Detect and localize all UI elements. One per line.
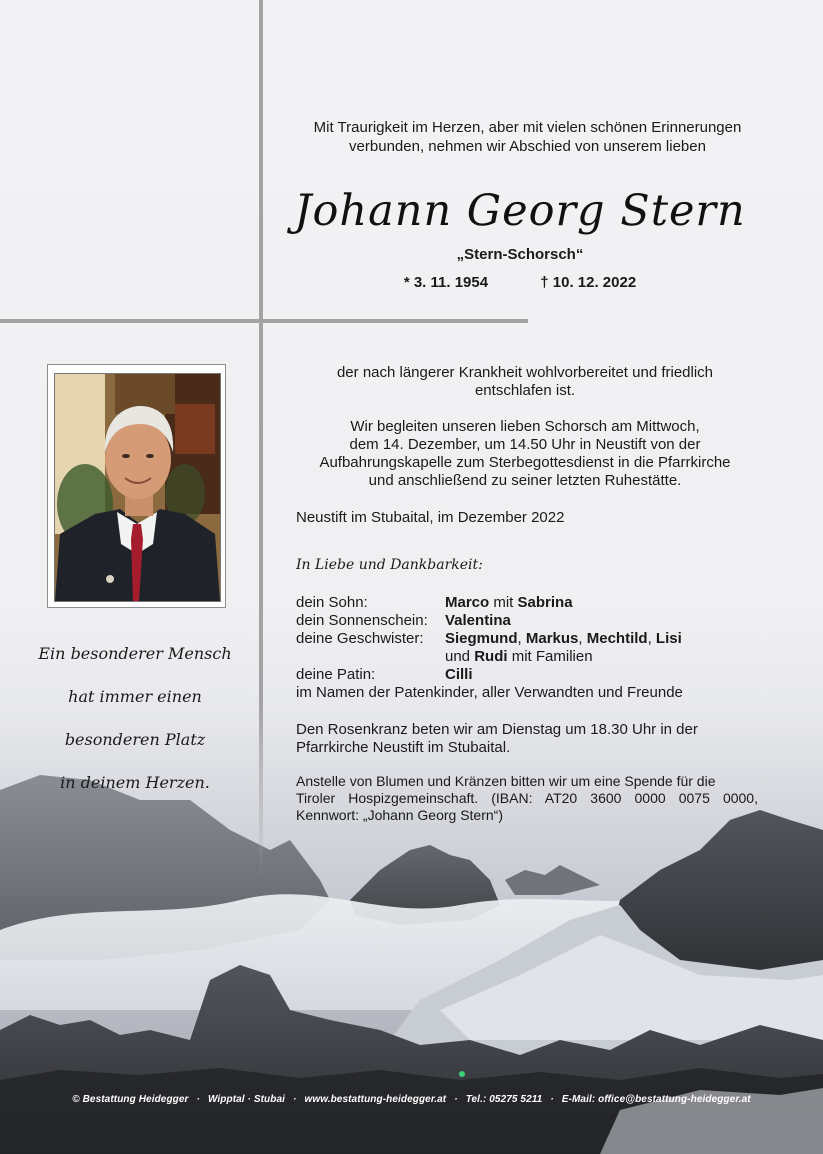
donation-line-2: Tiroler Hospizgemeinschaft. (IBAN: AT20 3600 0000 0075 0000, [296, 790, 758, 806]
sibling-sep-3: , [647, 630, 656, 647]
funeral-line-2: dem 14. Dezember, um 14.50 Uhr in Neustift von der [349, 436, 701, 453]
rosary-line-1: Den Rosenkranz beten wir am Dienstag um 18.30 Uhr in der [296, 721, 698, 738]
mourner-row-patin [296, 666, 683, 684]
sibling-sep-1: , [517, 630, 526, 647]
intro-line-2: verbunden, nehmen wir Abschied von unserem lieben [349, 138, 706, 155]
funeral-line-3: Aufbahrungskapelle zum Sterbegottesdienst in die Pfarrkirche [319, 454, 731, 471]
footer-phone: Tel.: 05275 5211 [465, 1094, 543, 1105]
intro-line-1: Mit Traurigkeit im Herzen, aber mit vielen schönen Erinnerungen [313, 119, 742, 136]
dankbarkeit-heading: In Liebe und Dankbarkeit: [296, 557, 483, 573]
sunshine-label: dein Sonnenschein: [296, 612, 428, 629]
quote-line-4: in deinem Herzen. [60, 773, 210, 792]
intro-text [280, 118, 775, 156]
funeral-line-1: Wir begleiten unseren lieben Schorsch am Mittwoch, [350, 418, 700, 435]
son-partner-name: Sabrina [517, 594, 573, 611]
quote-line-2: hat immer einen [68, 687, 202, 706]
son-mit: mit [489, 594, 518, 611]
paragraph-funeral [290, 418, 760, 490]
sibling-und: und [445, 648, 475, 665]
mourner-row-siblings [296, 630, 683, 648]
son-name: Marco [445, 594, 490, 611]
memorial-quote [30, 640, 240, 812]
footer-email-link[interactable]: E-Mail: office@bestattung-heidegger.at [561, 1094, 751, 1105]
sibling-5: Rudi [474, 648, 508, 665]
paragraph-passing [290, 364, 760, 400]
donation-line-1: Anstelle von Blumen und Kränzen bitten wir um eine Spende für die [296, 773, 716, 789]
son-label: dein Sohn: [296, 594, 368, 611]
sunshine-name: Valentina [445, 612, 511, 629]
portrait-photo [54, 373, 221, 602]
son-value [445, 594, 573, 612]
patin-value [445, 666, 473, 684]
green-indicator-dot [459, 1071, 465, 1077]
mourners-list [296, 594, 683, 702]
footer-region: Wipptal · Stubai [207, 1094, 286, 1105]
mourner-row-son [296, 594, 683, 612]
funeral-line-4: und anschließend zu seiner letzten Ruhestätte. [368, 472, 682, 489]
donation-paragraph [296, 773, 758, 824]
sibling-1: Siegmund [445, 630, 518, 647]
sibling-sep-2: , [578, 630, 587, 647]
mourners-names-line: im Namen der Patenkinder, aller Verwandten und Freunde [296, 684, 683, 701]
siblings-cont-spacer [296, 648, 445, 666]
sibling-4: Lisi [655, 630, 682, 647]
footer-sep-1: · [196, 1094, 200, 1105]
footer-company: © Bestattung Heidegger [72, 1094, 189, 1105]
passing-line-1: der nach längerer Krankheit wohlvorbereitet und friedlich [336, 364, 714, 381]
passing-line-2: entschlafen ist. [474, 382, 576, 399]
footer-bar [0, 1094, 823, 1105]
mourner-row-sunshine [296, 612, 683, 630]
sunshine-value [445, 612, 511, 630]
siblings-cont-value [445, 648, 593, 666]
place-date: Neustift im Stubaital, im Dezember 2022 [296, 509, 565, 526]
siblings-label: deine Geschwister: [296, 630, 424, 647]
cross-vertical-bar [259, 0, 263, 880]
quote-line-1: Ein besonderer Mensch [38, 644, 232, 663]
patin-name: Cilli [445, 666, 473, 683]
rosary-paragraph [296, 721, 766, 757]
footer-sep-2: · [293, 1094, 297, 1105]
death-date: † 10. 12. 2022 [540, 274, 637, 291]
rosary-line-2: Pfarrkirche Neustift im Stubaital. [296, 739, 511, 756]
birth-date: * 3. 11. 1954 [403, 274, 489, 291]
footer-website-link[interactable]: www.bestattung-heidegger.at [304, 1094, 447, 1105]
footer-sep-4: · [550, 1094, 554, 1105]
life-dates [280, 274, 760, 291]
mourner-row-siblings-cont [296, 648, 683, 666]
sibling-3: Mechtild [586, 630, 648, 647]
sibling-families: mit Familien [507, 648, 593, 665]
donation-line-3: Kennwort: „Johann Georg Stern“) [296, 807, 503, 823]
patin-label: deine Patin: [296, 666, 376, 683]
deceased-nickname: „Stern-Schorsch“ [456, 246, 584, 263]
sibling-2: Markus [525, 630, 579, 647]
deceased-name: Johann Georg Stern [294, 186, 746, 236]
portrait-illustration [55, 374, 220, 601]
siblings-value [445, 630, 682, 648]
portrait-frame [47, 364, 226, 608]
cross-horizontal-bar [0, 319, 528, 323]
quote-line-3: besonderen Platz [64, 730, 206, 749]
footer-sep-3: · [454, 1094, 458, 1105]
